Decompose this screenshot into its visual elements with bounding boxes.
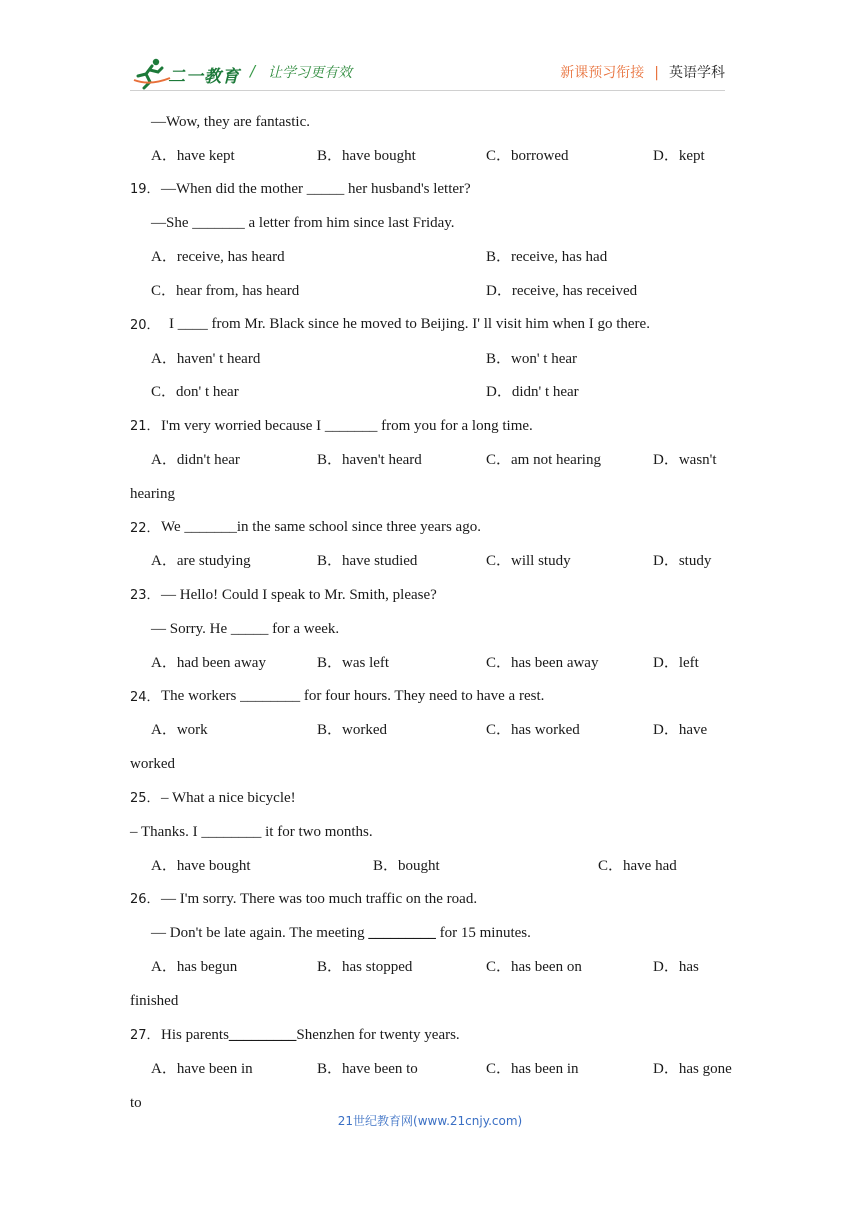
page-header — [130, 56, 725, 92]
question-number: 21． — [130, 419, 160, 434]
option-c: C．has been away — [486, 655, 599, 671]
question-text: — Hello! Could I speak to Mr. Smith, please? — [161, 587, 437, 603]
option-b: B．has stopped — [317, 959, 413, 975]
option-c: C．has been on — [486, 959, 582, 975]
header-subject: 英语学科 — [669, 65, 725, 81]
option-d-continued: finished — [130, 993, 179, 1009]
option-c: C．don' t hear — [151, 384, 239, 400]
option-b: B．won' t hear — [486, 351, 578, 367]
option-d: D．didn' t hear — [486, 384, 579, 400]
option-a: A．have kept — [151, 148, 235, 164]
option-a: A．have been in — [151, 1061, 253, 1077]
option-a: A．have bought — [151, 858, 251, 874]
question-text: —Wow, they are fantastic. — [151, 114, 311, 130]
option-b: B．receive, has had — [486, 249, 608, 265]
option-d-continued: worked — [130, 756, 175, 772]
answer-blank: _________ — [228, 1027, 297, 1043]
option-b: B．haven't heard — [317, 452, 422, 468]
option-a: A．are studying — [151, 553, 251, 569]
option-d: D．receive, has received — [486, 283, 638, 299]
option-b: B．bought — [373, 858, 440, 874]
option-a: A．work — [151, 722, 208, 738]
option-a: A．had been away — [151, 655, 266, 671]
option-c: C．has been in — [486, 1061, 579, 1077]
question-number: 20． — [130, 318, 160, 333]
logo-text: 二一教育 — [168, 67, 240, 87]
question-number: 22． — [130, 521, 160, 536]
option-d: D．kept — [653, 148, 705, 164]
option-a: A．haven' t heard — [151, 351, 261, 367]
header-separator: | — [654, 65, 659, 81]
option-a: A．receive, has heard — [151, 249, 285, 265]
question-text — [151, 924, 531, 942]
question-number: 19． — [130, 182, 160, 197]
question-text: I'm very worried because I _______ from you for a long time. — [161, 418, 533, 434]
header-rule — [130, 90, 725, 91]
question-text-part: His parents — [161, 1027, 229, 1043]
question-text: I ____ from Mr. Black since he moved to Beijing. I' ll visit him when I go there. — [169, 316, 650, 332]
header-divider-slash: / — [250, 62, 256, 80]
question-text-part: for 15 minutes. — [435, 925, 531, 941]
option-c: C．hear from, has heard — [151, 283, 300, 299]
question-text: —When did the mother _____ her husband's letter? — [161, 181, 471, 197]
option-c: C．borrowed — [486, 148, 569, 164]
question-number: 27． — [130, 1028, 160, 1043]
option-d: D．left — [653, 655, 699, 671]
option-b: B．have studied — [317, 553, 418, 569]
option-c: C．has worked — [486, 722, 580, 738]
question-text-part: Shenzhen for twenty years. — [296, 1027, 460, 1043]
question-text-part: — Don't be late again. The meeting — [151, 925, 369, 941]
option-d: D．has gone — [653, 1061, 732, 1077]
question-text — [161, 1026, 460, 1044]
question-text: – Thanks. I ________ it for two months. — [130, 824, 373, 840]
header-course-label — [560, 62, 725, 82]
option-c: C．have had — [598, 858, 677, 874]
option-b: B．was left — [317, 655, 390, 671]
question-text: — Sorry. He _____ for a week. — [151, 621, 340, 637]
question-text: – What a nice bicycle! — [161, 790, 296, 806]
option-d-continued: to — [130, 1095, 142, 1111]
question-text: The workers ________ for four hours. They need to have a rest. — [161, 688, 545, 704]
option-c: C．am not hearing — [486, 452, 601, 468]
question-text: —She _______ a letter from him since last Friday. — [151, 215, 455, 231]
option-d: D．has — [653, 959, 699, 975]
question-number: 24． — [130, 690, 160, 705]
option-d: D．wasn't — [653, 452, 717, 468]
question-number: 25． — [130, 791, 160, 806]
option-b: B．have bought — [317, 148, 416, 164]
option-d-continued: hearing — [130, 486, 175, 502]
question-text: — I'm sorry. There was too much traffic on the road. — [161, 891, 478, 907]
option-d: D．study — [653, 553, 712, 569]
question-number: 26． — [130, 892, 160, 907]
option-d: D．have — [653, 722, 708, 738]
question-number: 23． — [130, 588, 160, 603]
option-c: C．will study — [486, 553, 571, 569]
option-b: B．worked — [317, 722, 387, 738]
header-slogan: 让学习更有效 — [268, 65, 352, 81]
option-b: B．have been to — [317, 1061, 418, 1077]
page-footer[interactable]: 21世纪教育网(www.21cnjy.com) — [337, 1114, 523, 1128]
option-a: A．has begun — [151, 959, 238, 975]
header-course-type: 新课预习衔接 — [560, 65, 645, 81]
question-text: We _______in the same school since three years ago. — [161, 519, 481, 535]
option-a: A．didn't hear — [151, 452, 240, 468]
answer-blank: _________ — [368, 925, 436, 941]
